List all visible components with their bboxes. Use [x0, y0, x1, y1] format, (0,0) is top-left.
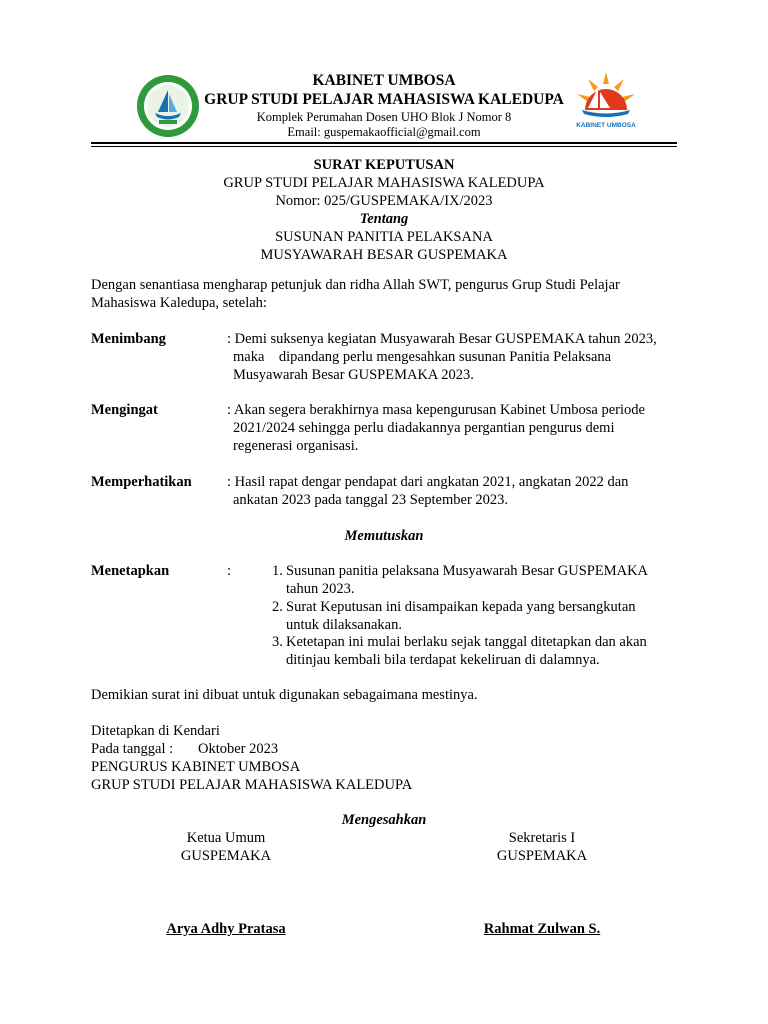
signatory-right-role: Sekretaris I: [508, 830, 576, 846]
menetapkan-colon: :: [227, 563, 232, 579]
decision-item-1-line-2: tahun 2023.: [286, 581, 355, 597]
doc-subject-1: SUSUNAN PANITIA PELAKSANA: [275, 229, 493, 245]
signatory-left: [126, 829, 326, 938]
right-logo: [568, 70, 644, 132]
mengingat-line-2: 2021/2024 sehingga perlu diadakannya pergantian pengurus demi: [233, 420, 615, 436]
memperhatikan-line-1: : Hasil rapat dengar pendapat dari angkatan 2021, angkatan 2022 dan: [227, 474, 629, 490]
issued-place: Ditetapkan di Kendari: [91, 723, 220, 739]
signatory-left-name: Arya Adhy Pratasa: [166, 921, 286, 937]
header-cabinet: KABINET UMBOSA: [312, 72, 456, 89]
decision-item-3-line-2: ditinjau kembali bila terdapat kekeliruan di dalamnya.: [286, 652, 600, 668]
decision-item-3-line-1: Ketetapan ini mulai berlaku sejak tanggal ditetapkan dan akan: [286, 634, 647, 650]
header-address: Komplek Perumahan Dosen UHO Blok J Nomor 8: [256, 110, 512, 124]
signatory-right: [442, 829, 642, 938]
doc-heading: SURAT KEPUTUSAN: [313, 157, 455, 173]
decision-item-1-num: 1.: [272, 563, 283, 579]
issued-date-value: Oktober 2023: [198, 741, 279, 757]
decision-heading: Memutuskan: [344, 528, 424, 544]
closing-statement: Demikian surat ini dibuat untuk digunakan sebagaimana mestinya.: [91, 687, 478, 703]
decision-item-1-line-1: Susunan panitia pelaksana Musyawarah Besar GUSPEMAKA: [286, 563, 649, 579]
doc-subject-2: MUSYAWARAH BESAR GUSPEMAKA: [260, 247, 508, 263]
decision-item-2-num: 2.: [272, 599, 283, 615]
mengingat-line-3: regenerasi organisasi.: [233, 438, 359, 454]
decision-item-2-line-1: Surat Keputusan ini disampaikan kepada yang bersangkutan: [286, 599, 636, 615]
menetapkan-label: Menetapkan: [91, 563, 170, 579]
signatory-left-role: Ketua Umum: [186, 830, 266, 846]
decision-item-3-num: 3.: [272, 634, 283, 650]
signatory-right-org: GUSPEMAKA: [496, 848, 588, 864]
issued-by-1: PENGURUS KABINET UMBOSA: [91, 759, 301, 775]
mengingat-label: Mengingat: [91, 402, 158, 418]
signatory-left-org: GUSPEMAKA: [180, 848, 272, 864]
memperhatikan-label: Memperhatikan: [91, 474, 192, 490]
header-email: Email: guspemakaofficial@gmail.com: [287, 125, 481, 139]
intro-line-2: Mahasiswa Kaledupa, setelah:: [91, 295, 267, 311]
menimbang-label: Menimbang: [91, 331, 166, 347]
header-rule-thin: [91, 146, 677, 147]
menimbang-line-3: Musyawarah Besar GUSPEMAKA 2023.: [233, 367, 474, 383]
menimbang-line-1: : Demi suksenya kegiatan Musyawarah Besar GUSPEMAKA tahun 2023,: [227, 331, 657, 347]
doc-about: Tentang: [359, 211, 409, 227]
intro-line-1: Dengan senantiasa mengharap petunjuk dan ridha Allah SWT, pengurus Grup Studi Pelajar: [91, 277, 620, 293]
approval-heading: Mengesahkan: [341, 812, 427, 828]
decision-item-2-line-2: untuk dilaksanakan.: [286, 617, 402, 633]
memperhatikan-line-2: ankatan 2023 pada tanggal 23 September 2023.: [233, 492, 509, 508]
right-logo-text: KABINET UMBOSA: [576, 122, 636, 129]
signatory-right-name: Rahmat Zulwan S.: [483, 921, 601, 937]
header-rule-thick: [91, 142, 677, 144]
issued-date-label: Pada tanggal :: [91, 741, 174, 757]
mengingat-line-1: : Akan segera berakhirnya masa kepengurusan Kabinet Umbosa periode: [227, 402, 645, 418]
menimbang-line-2: maka dipandang perlu mengesahkan susunan Panitia Pelaksana: [233, 349, 612, 365]
issued-by-2: GRUP STUDI PELAJAR MAHASISWA KALEDUPA: [91, 777, 413, 793]
header-org: GRUP STUDI PELAJAR MAHASISWA KALEDUPA: [204, 91, 564, 108]
doc-number: Nomor: 025/GUSPEMAKA/IX/2023: [275, 193, 493, 209]
doc-org: GRUP STUDI PELAJAR MAHASISWA KALEDUPA: [223, 175, 545, 191]
